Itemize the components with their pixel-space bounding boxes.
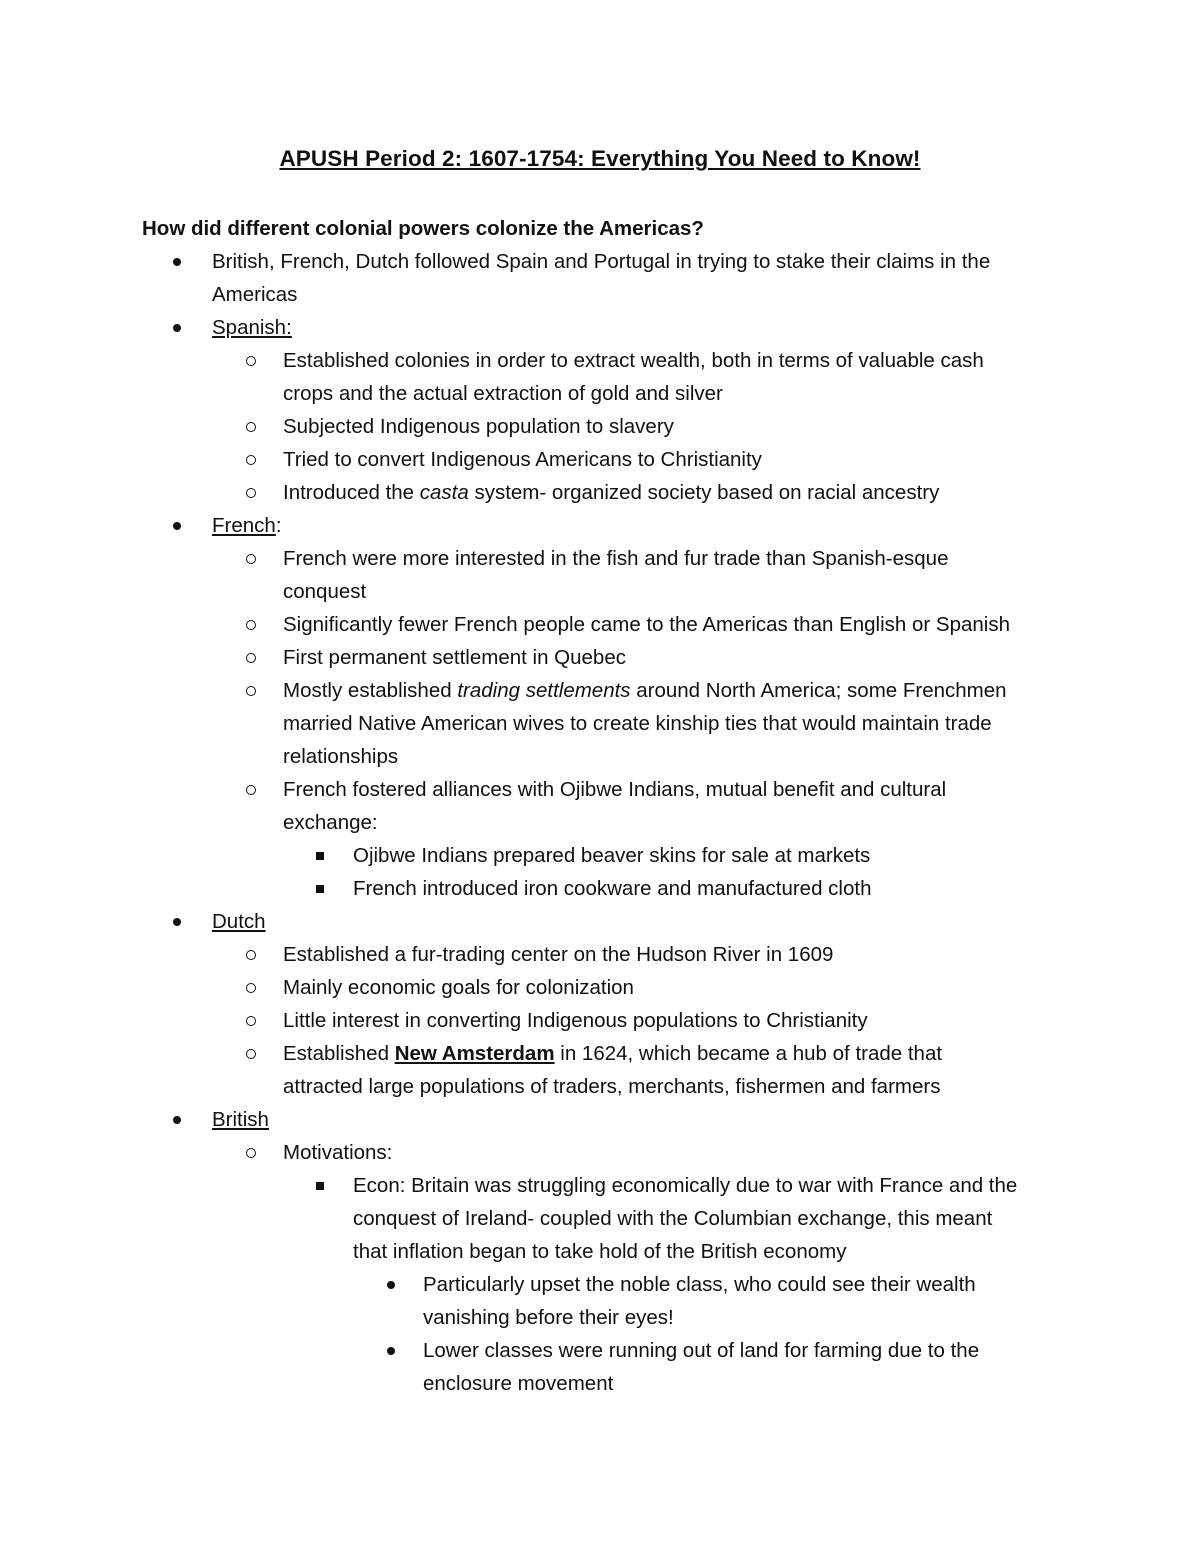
list-item-continuation: attracted large populations of traders, merchants, fishermen and farmers [283,1075,941,1098]
list-item-continuation: Americas [212,283,298,306]
list-item: Lower classes were running out of land for farming due to the [423,1339,980,1362]
bullet-circle-icon [246,1004,256,1037]
page-title: APUSH Period 2: 1607-1754: Everything You Need to Know! [279,146,921,171]
list-item: French were more interested in the fish and fur trade than Spanish-esque [283,547,949,570]
bullet-dot-icon [173,1103,181,1136]
bullet-circle-icon [246,773,256,806]
list-item: French fostered alliances with Ojibwe Indians, mutual benefit and cultural [283,778,947,801]
bullet-dot-icon [173,509,181,542]
bullet-circle-icon [246,938,256,971]
bullet-dot-icon [387,1268,395,1301]
bullet-circle-icon [246,971,256,1004]
bullet-circle-icon [246,542,256,575]
list-item-continuation: crops and the actual extraction of gold and silver [283,382,723,405]
section-question: How did different colonial powers colonize the Americas? [142,217,704,240]
list-item: Tried to convert Indigenous Americans to Christianity [283,448,762,471]
bullet-square-icon [316,1169,324,1202]
bullet-circle-icon [246,641,256,674]
list-item: First permanent settlement in Quebec [283,646,626,669]
list-item: Mostly established trading settlements around North America; some Frenchmen [283,679,1007,702]
bullet-circle-icon [246,443,256,476]
list-item-continuation: married Native American wives to create kinship ties that would maintain trade [283,712,992,735]
bullet-dot-icon [173,311,181,344]
bullet-circle-icon [246,1136,256,1169]
list-item-continuation: enclosure movement [423,1372,614,1395]
bullet-dot-icon [173,905,181,938]
list-item-continuation: vanishing before their eyes! [423,1306,674,1329]
bullet-circle-icon [246,674,256,707]
bullet-dot-icon [387,1334,395,1367]
bullet-square-icon [316,839,324,872]
list-item-continuation: relationships [283,745,399,768]
heading-dutch: Dutch [212,910,266,933]
list-item: Established colonies in order to extract wealth, both in terms of valuable cash [283,349,984,372]
heading-british: British [212,1108,269,1131]
list-item: Motivations: [283,1141,393,1164]
list-item: Mainly economic goals for colonization [283,976,634,999]
bullet-circle-icon [246,608,256,641]
list-item: Little interest in converting Indigenous populations to Christianity [283,1009,868,1032]
heading-french: French: [212,514,282,537]
list-item-continuation: exchange: [283,811,378,834]
list-item-continuation: that inflation began to take hold of the British economy [353,1240,847,1263]
list-item: Established a fur-trading center on the Hudson River in 1609 [283,943,834,966]
bullet-circle-icon [246,344,256,377]
list-item-continuation: conquest of Ireland- coupled with the Columbian exchange, this meant [353,1207,993,1230]
list-item: British, French, Dutch followed Spain and Portugal in trying to stake their claims in the [212,250,991,273]
list-item: Established New Amsterdam in 1624, which became a hub of trade that [283,1042,943,1065]
bullet-circle-icon [246,410,256,443]
list-item: French introduced iron cookware and manufactured cloth [353,877,872,900]
list-item: Introduced the casta system- organized society based on racial ancestry [283,481,940,504]
list-item: Significantly fewer French people came to the Americas than English or Spanish [283,613,1010,636]
list-item: Econ: Britain was struggling economically due to war with France and the [353,1174,1018,1197]
bullet-circle-icon [246,476,256,509]
bullet-square-icon [316,872,324,905]
list-item: Subjected Indigenous population to slavery [283,415,674,438]
list-item-continuation: conquest [283,580,367,603]
list-item: Ojibwe Indians prepared beaver skins for sale at markets [353,844,871,867]
list-item: Particularly upset the noble class, who could see their wealth [423,1273,976,1296]
heading-spanish: Spanish: [212,316,292,339]
bullet-dot-icon [173,245,181,278]
bullet-circle-icon [246,1037,256,1070]
